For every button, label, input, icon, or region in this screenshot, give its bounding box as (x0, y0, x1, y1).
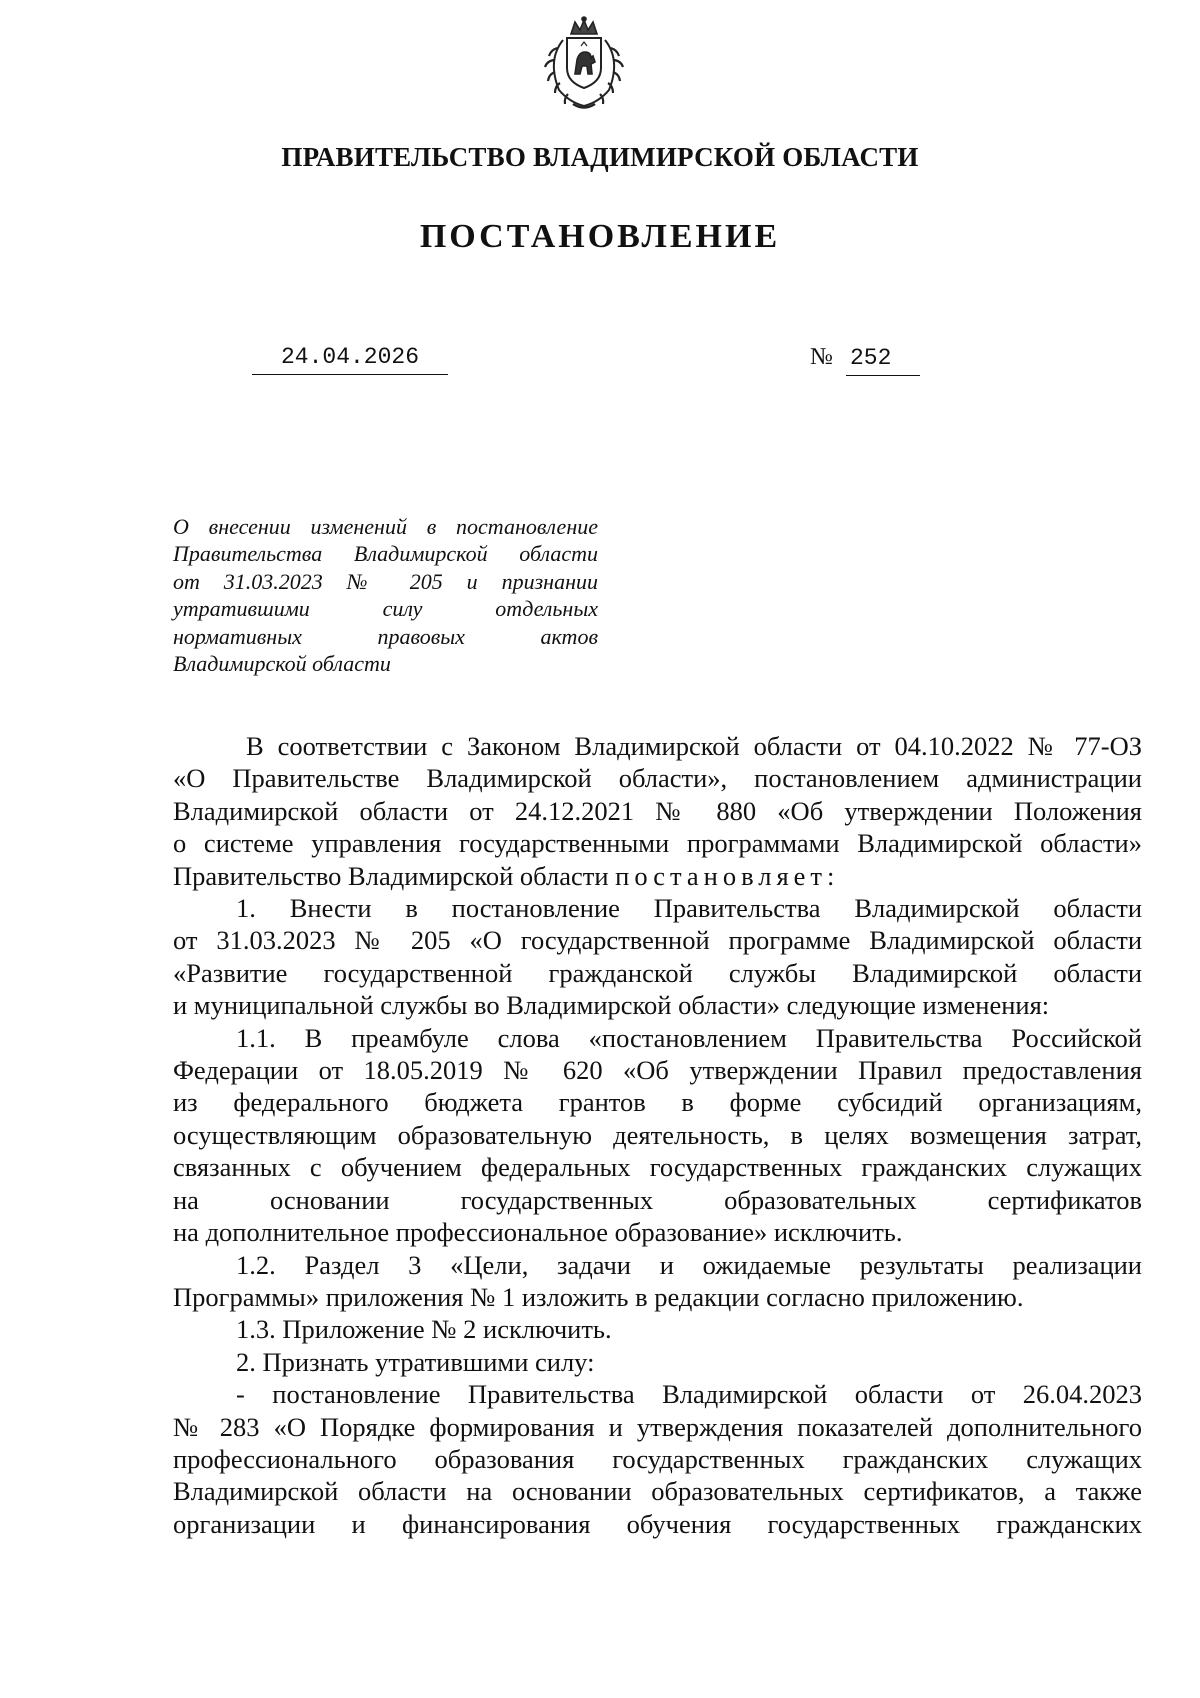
body-line: Владимирской области от 24.12.2021 № 880 «Об утверждении Положения (173, 795, 1142, 826)
subject-line: от 31.03.2023 № 205 и признании (173, 568, 598, 594)
body-line: из федерального бюджета грантов в форме субсидий организациям, (173, 1087, 1142, 1118)
body-line: на основании государственных образовательных сертификатов (173, 1184, 1142, 1215)
number-sign: № (810, 344, 833, 370)
body-line: осуществляющим образовательную деятельность, в целях возмещения затрат, (173, 1119, 1142, 1150)
body-line: В соответствии с Законом Владимирской области от 04.10.2022 № 77-ОЗ (246, 731, 1142, 761)
body-line: Владимирской области на основании образовательных сертификатов, а также (173, 1476, 1142, 1507)
document-type: ПОСТАНОВЛЕНИЕ (419, 218, 781, 255)
body-line: организации и финансирования обучения государственных гражданских (173, 1508, 1142, 1539)
document-body (173, 730, 1142, 1540)
document-subject (173, 513, 598, 677)
body-line: на дополнительное профессиональное образование» исключить. (173, 1217, 903, 1248)
document-number: 252 (846, 345, 920, 376)
body-line: 1. Внести в постановление Правительства Владимирской области (236, 893, 1142, 924)
body-line: «О Правительстве Владимирской области», постановлением администрации (173, 763, 1142, 794)
subject-line: Владимирской области (173, 651, 391, 677)
body-line: о системе управления государственными программами Владимирской области» (173, 828, 1142, 859)
body-line: связанных с обучением федеральных государственных гражданских служащих (173, 1152, 1142, 1183)
body-line: Федерации от 18.05.2019 № 620 «Об утверждении Правил предоставления (173, 1055, 1142, 1086)
document-date: 24.04.2026 (252, 344, 448, 375)
body-line: от 31.03.2023 № 205 «О государственной программе Владимирской области (173, 925, 1142, 956)
coat-of-arms-icon (537, 16, 631, 112)
subject-line: нормативных правовых актов (173, 623, 598, 649)
body-line (173, 860, 1142, 892)
body-line: 1.1. В преамбуле слова «постановлением Правительства Российской (236, 1022, 1142, 1053)
body-line: «Развитие государственной гражданской службы Владимирской области (173, 957, 1142, 988)
subject-line: О внесении изменений в постановление (173, 514, 598, 539)
body-line: 1.2. Раздел 3 «Цели, задачи и ожидаемые результаты реализации (236, 1249, 1142, 1280)
body-line: Программы» приложения № 1 изложить в редакции согласно приложению. (173, 1281, 1024, 1312)
body-line: профессионального образования государственных гражданских служащих (173, 1443, 1142, 1474)
body-line: 2. Признать утратившими силу: (236, 1346, 595, 1377)
body-line: № 283 «О Порядке формирования и утверждения показателей дополнительного (173, 1411, 1142, 1442)
preamble-end: Правительство Владимирской области (173, 860, 609, 891)
body-line: 1.3. Приложение № 2 исключить. (236, 1314, 612, 1345)
government-name: ПРАВИТЕЛЬСТВО ВЛАДИМИРСКОЙ ОБЛАСТИ (281, 142, 919, 172)
document-number-field (810, 344, 924, 376)
subject-line: утратившими силу отдельных (173, 596, 598, 622)
subject-line: Правительства Владимирской области (173, 541, 598, 567)
body-line: и муниципальной службы во Владимирской области» следующие изменения: (173, 990, 1050, 1021)
decree-word: постановляет: (615, 860, 840, 891)
body-line: - постановление Правительства Владимирской области от 26.04.2023 (236, 1379, 1142, 1410)
